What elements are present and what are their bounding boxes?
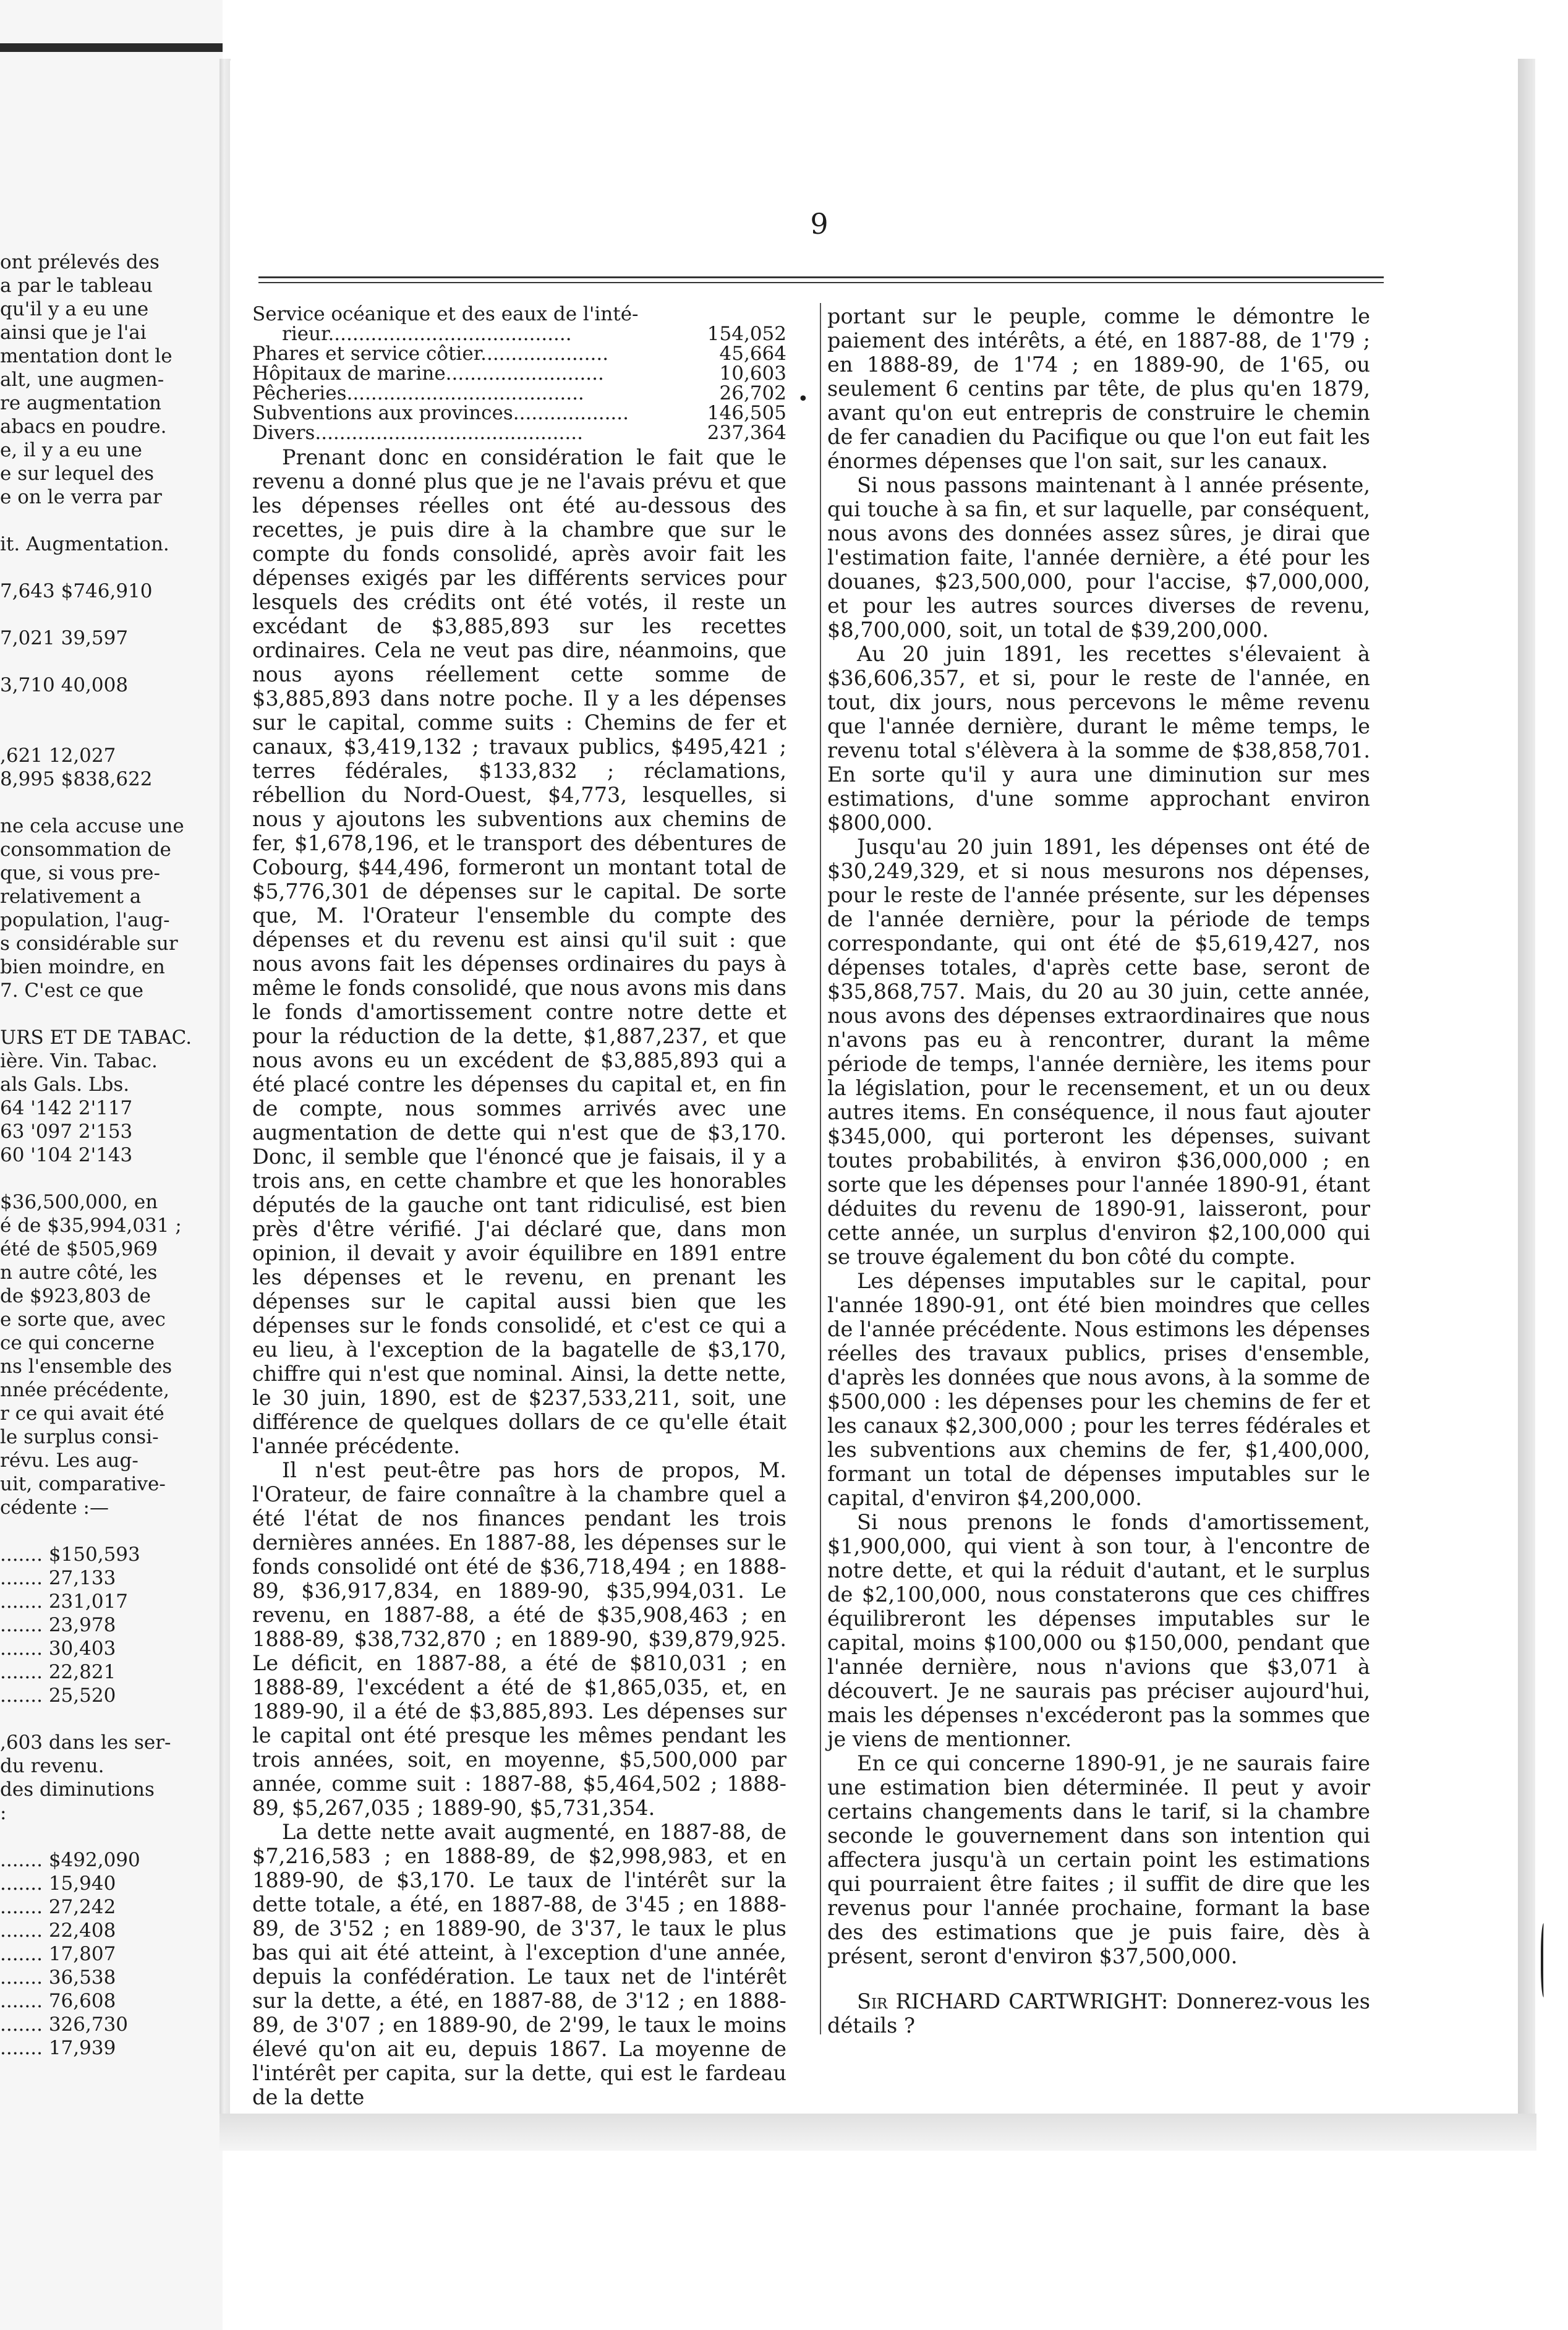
paragraph: Les dépenses imputables sur le capital, pour l'année 1890-91, ont été bien moindres que celles de l'année précédente. Nous estimons les dépenses réelles des travaux publics, prises d'ensemble, d'après les données que nous avons, à la somme de $500,000 : les dépenses pour les chemins de fer et les canaux $2,300,000 ; pour les terres fédérales et les subventions aux chemins de fer, $1,400,000, formant un total de dépenses imputables sur le capital, d'environ $4,200,000.	[827, 1269, 1370, 1510]
strip-line: ....... 22,408	[0, 1919, 116, 1942]
strip-line	[0, 1167, 210, 1190]
strip-line: r ce qui avait été	[0, 1402, 164, 1425]
strip-line: ainsi que je l'ai	[0, 322, 147, 344]
strip-line	[0, 1519, 210, 1543]
strip-line: ....... 76,608	[0, 1990, 116, 2012]
strip-line: $36,500,000, en	[0, 1191, 158, 1213]
strip-line: 60 '104 2'143	[0, 1144, 133, 1166]
left-column	[252, 304, 786, 2109]
table-row	[252, 304, 786, 324]
table-row-label: Subventions aux provinces...................	[252, 403, 629, 423]
table-row-label: Phares et service côtier.....................	[252, 344, 609, 364]
strip-line: des diminutions	[0, 1778, 155, 1801]
strip-line: é de $35,994,031 ;	[0, 1214, 182, 1237]
column-divider	[820, 303, 821, 2034]
header-rule-top	[258, 276, 1384, 278]
strip-line: als Gals. Lbs.	[0, 1073, 130, 1096]
page-edge-shadow	[0, 43, 223, 52]
strip-line	[0, 509, 210, 532]
table-row-value	[694, 304, 786, 324]
strip-line: 7,021 39,597	[0, 627, 129, 649]
strip-line	[0, 650, 210, 673]
paragraph: Jusqu'au 20 juin 1891, les dépenses ont été de $30,249,329, et si nous mesurons nos dépenses, pour le reste de l'année présente, sur les dépenses de l'année dernière, pour la période de temps correspondante, qui ont été de $5,619,427, nos dépenses totales, d'après cette base, seront de $35,868,757. Mais, du 20 au 30 juin, cette année, nous avons des dépenses extraordinaires que nous n'avons pas eu à rencontrer, durant la même période de temps, l'année dernière, les items pour la législation, pour le recensement, et un ou deux autres items. En conséquence, il nous faut ajouter $345,000, qui porteront les dépenses, suivant toutes probabilités, à environ $36,000,000 ; en sorte que les dépenses pour l'année 1890-91, étant déduites du revenu de 1890-91, laisseront, pour cette année, un surplus d'environ $2,100,000 qui se trouve également du bon côté du compte.	[827, 835, 1370, 1269]
strip-line: :	[0, 1802, 7, 1824]
right-column	[827, 304, 1370, 2038]
table-row	[252, 364, 786, 383]
table-row	[252, 423, 786, 443]
strip-line: ce qui concerne	[0, 1332, 155, 1354]
page-gutter	[219, 59, 231, 2143]
strip-line	[0, 603, 210, 626]
paragraph: Il n'est peut-être pas hors de propos, M. l'Orateur, de faire connaître à la chambre quel a été l'état de nos finances pendant les trois dernières années. En 1887-88, les dépenses sur le fonds consolidé ont été de $36,718,494 ; en 1888-89, $36,917,834, en 1889-90, $35,994,031. Le revenu, en 1887-88, a été de $35,908,463 ; en 1888-89, $38,732,870 ; en 1889-90, $39,879,925. Le déficit, en 1887-88, a été de $810,031 ; en 1888-89, l'excédent a été de $1,865,035, et, en 1889-90, il a été de $3,885,893. Les dépenses sur le capital ont été presque les mêmes pendant les trois années, soit, en moyenne, $5,500,000 par année, comme suit : 1887-88, $5,464,502 ; 1888-89, $5,267,035 ; 1889-90, $5,731,354.	[252, 1458, 786, 1820]
table-row-label: Divers............................................	[252, 423, 583, 443]
strip-line: que, si vous pre-	[0, 862, 160, 884]
table-row-label: Pêcheries.......................................	[252, 383, 584, 403]
strip-line: mentation dont le	[0, 345, 173, 367]
strip-line: s considérable sur	[0, 932, 178, 955]
strip-line: ....... 231,017	[0, 1590, 129, 1613]
table-row	[252, 324, 786, 344]
strip-line: le surplus consi-	[0, 1426, 159, 1448]
strip-line: qu'il y a eu une	[0, 298, 149, 320]
strip-line: ....... $492,090	[0, 1849, 140, 1871]
strip-line: 63 '097 2'153	[0, 1120, 133, 1143]
strip-line: abacs en poudre.	[0, 416, 167, 438]
table-row	[252, 383, 786, 403]
table-row	[252, 344, 786, 364]
margin-bullet: •	[798, 388, 809, 410]
strip-line: ont prélevés des	[0, 251, 160, 273]
strip-line: ,603 dans les ser-	[0, 1731, 171, 1754]
paragraph: Au 20 juin 1891, les recettes s'élevaient à $36,606,357, et si, pour le reste de l'année, en tout, dix jours, nous percevons le même revenu que l'année dernière, durant le même temps, le revenu total s'élèvera à la somme de $38,858,701. En sorte qu'il y aura une diminution sur mes estimations, d'une somme approchant environ $800,000.	[827, 642, 1370, 835]
strip-line: URS ET DE TABAC.	[0, 1026, 192, 1049]
strip-line	[0, 1825, 210, 1848]
strip-line: 3,710 40,008	[0, 674, 129, 696]
strip-line: ,621 12,027	[0, 745, 116, 767]
strip-line: alt, une augmen-	[0, 369, 164, 391]
header-rule-bottom	[258, 282, 1384, 283]
strip-line: été de $505,969	[0, 1238, 158, 1260]
paragraph: Si nous prenons le fonds d'amortissement, $1,900,000, qui vient à son tour, à l'encontre de notre dette, et qui la réduit d'autant, et le surplus de $2,100,000, nous constaterons que ces chiffres équilibreront les dépenses imputables sur le capital, moins $100,000 ou $150,000, pendant que l'année dernière, nous n'avions que $3,071 à découvert. Je ne saurais pas préciser aujourd'hui, mais les dépenses n'excéderont pas la sommes que je viens de mentionner.	[827, 1510, 1370, 1751]
strip-line: ....... 326,730	[0, 2013, 129, 2036]
closing-paragraph	[827, 1989, 1370, 2038]
strip-line: 7,643 $746,910	[0, 580, 153, 602]
table-row-value: 45,664	[719, 343, 786, 365]
strip-line	[0, 1002, 210, 1026]
strip-line: ....... 27,242	[0, 1896, 116, 1918]
table-row-label: rieur........................................	[282, 324, 572, 344]
speaker-name: Sir RICHARD CARTWRIGHT:	[857, 1989, 1169, 2013]
strip-line: population, l'aug-	[0, 909, 170, 931]
previous-page-text	[0, 250, 210, 2060]
strip-line: ....... 25,520	[0, 1684, 116, 1707]
strip-line: uit, comparative-	[0, 1473, 166, 1495]
page-number: 9	[810, 207, 829, 241]
strip-line: e sorte que, avec	[0, 1308, 166, 1331]
paragraph: portant sur le peuple, comme le démontre le paiement des intérêts, a été, en 1887-88, de 1'79 ; en 1888-89, de 1'74 ; en 1889-90, de 1'65, ou seulement 6 centins par tête, de plus qu'en 1879, avant qu'on eut entrepris de construire le chemin de fer canadien du Pacifique ou que l'on eut fait les énormes dépenses que l'on sait, sur les canaux.	[827, 304, 1370, 473]
paragraph: En ce qui concerne 1890-91, je ne saurais faire une estimation bien déterminée. Il peut y avoir certains changements dans le tarif, si la chambre seconde le gouvernement dans son intention qui affectera jusqu'à un certain point les estimations qui pourraient être faites ; il suffit de dire que les revenus pour l'année prochaine, formant la base des des estimations que je puis faire, dès à présent, seront d'environ $37,500,000.	[827, 1751, 1370, 1968]
table-row-value: 154,052	[707, 323, 786, 345]
strip-line: ....... 22,821	[0, 1661, 116, 1683]
table-row-value: 146,505	[707, 402, 786, 424]
strip-line: a par le tableau	[0, 275, 153, 297]
strip-line: ....... 17,807	[0, 1943, 116, 1965]
scan-mark	[1541, 1923, 1548, 1997]
strip-line: 8,995 $838,622	[0, 768, 153, 790]
strip-line: e on le verra par	[0, 486, 162, 508]
page-right-edge	[1518, 59, 1535, 2149]
strip-line: ....... 36,538	[0, 1966, 116, 1989]
paragraph: Si nous passons maintenant à l année présente, qui touche à sa fin, et sur laquelle, par conséquent, nous avons des données assez sûres, je dirai que l'estimation faite, l'année dernière, a été pour les douanes, $23,500,000, pour l'accise, $7,000,000, et pour les autres sources diverses de revenu, $8,700,000, soit, un total de $39,200,000.	[827, 473, 1370, 642]
strip-line: ns l'ensemble des	[0, 1355, 173, 1378]
strip-line: ....... 15,940	[0, 1872, 116, 1895]
strip-line: e, il y a eu une	[0, 439, 142, 461]
strip-line: re augmentation	[0, 392, 161, 414]
strip-line: ière. Vin. Tabac.	[0, 1050, 158, 1072]
previous-page-strip	[0, 0, 223, 2330]
table-row-value: 237,364	[707, 422, 786, 444]
paragraph: La dette nette avait augmenté, en 1887-88, de $7,216,583 ; en 1888-89, de $2,998,983, et en 1889-90, de $3,170. Le taux de l'intérêt sur la dette totale, a été, en 1887-88, de 3'45 ; en 1888-89, de 3'52 ; en 1889-90, de 3'37, le taux le plus bas qui ait été atteint, à l'exception d'une année, depuis la confédération. Le taux net de l'intérêt sur la dette, a été, en 1887-88, de 3'12 ; en 1888-89, de 3'07 ; en 1889-90, de 2'99, le taux le moins élevé qu'on ait eu, depuis 1867. La moyenne de l'intérêt per capita, sur la dette, qui est le fardeau de la dette	[252, 1820, 786, 2109]
strip-line: du revenu.	[0, 1755, 104, 1777]
expense-table	[252, 304, 786, 443]
strip-line: ....... 17,939	[0, 2037, 116, 2059]
strip-line: it. Augmentation.	[0, 533, 169, 555]
strip-line: de $923,803 de	[0, 1285, 151, 1307]
strip-line: révu. Les aug-	[0, 1449, 138, 1472]
strip-line	[0, 556, 210, 579]
strip-line: n autre côté, les	[0, 1261, 158, 1284]
left-column-text	[252, 445, 786, 2109]
table-row-value: 10,603	[719, 362, 786, 385]
strip-line: cédente :—	[0, 1496, 109, 1519]
strip-line: ....... 23,978	[0, 1614, 116, 1636]
strip-line: ....... 27,133	[0, 1567, 116, 1589]
strip-line	[0, 697, 210, 720]
right-column-text	[827, 304, 1370, 1968]
strip-line: ne cela accuse une	[0, 815, 184, 837]
page-bottom-edge	[219, 2114, 1536, 2151]
strip-line: 64 '142 2'117	[0, 1097, 133, 1119]
strip-line	[0, 1707, 210, 1731]
strip-line: ....... 30,403	[0, 1637, 116, 1660]
table-row-label: Service océanique et des eaux de l'inté-	[252, 304, 639, 324]
paragraph: Prenant donc en considération le fait que le revenu a donné plus que je ne l'avais prévu et que les dépenses réelles ont été au-dessous des recettes, je puis dire à la chambre que sur le compte du fonds consolidé, après avoir fait les dépenses exigés par les différents services pour lesquels des crédits ont été votés, il reste un excédant de $3,885,893 sur les recettes ordinaires. Cela ne veut pas dire, néanmoins, que nous ayons réellement cette somme de $3,885,893 dans notre poche. Il y a les dépenses sur le capital, comme suits : Chemins de fer et canaux, $3,419,132 ; travaux publics, $495,421 ; terres fédérales, $133,832 ; réclamations, rébellion du Nord-Ouest, $4,773, lesquelles, si nous y ajoutons les subventions aux chemins de fer, $1,678,196, et le transport des débentures de Cobourg, $44,496, formeront un montant total de $5,776,301 de dépenses sur le capital. De sorte que, M. l'Orateur l'ensemble du compte des dépenses et du revenu est ainsi qu'il suit : que nous avons fait les dépenses ordinaires du pays à même le fonds consolidé, que nous avons mis dans le fonds d'amortissement contre notre dette et pour la réduction de la dette, $1,887,237, et que nous avons eu un excédent de $3,885,893 qui a été placé contre les dépenses du capital et, en fin de compte, nous sommes arrivés avec une augmentation de dette qui n'est que de $3,170. Donc, il semble que l'énoncé que je faisais, il y a trois ans, en cette chambre et que les honorables députés de la gauche ont tant ridiculisé, est bien près d'être vérifié. J'ai déclaré que, dans mon opinion, il devait y avoir équilibre en 1891 entre les dépenses et le revenu, en prenant les dépenses sur le capital aussi bien que les dépenses sur le fonds consolidé, et c'est ce qui a eu lieu, à l'exception de la bagatelle de $3,170, chiffre qui n'est que nominal. Ainsi, la dette nette, le 30 juin, 1890, est de $237,533,211, soit, une différence de quelques dollars de ce qu'elle était l'année précédente.	[252, 445, 786, 1458]
strip-line: consommation de	[0, 839, 171, 861]
strip-line: e sur lequel des	[0, 463, 155, 485]
strip-line: ....... $150,593	[0, 1543, 140, 1566]
table-row-value: 26,702	[719, 382, 786, 404]
strip-line: nnée précédente,	[0, 1379, 170, 1401]
strip-line: relativement a	[0, 885, 142, 908]
strip-line	[0, 720, 210, 744]
strip-line: bien moindre, en	[0, 956, 165, 978]
strip-line	[0, 791, 210, 814]
speaker-question: Donnerez-vous les détails ?	[827, 1989, 1370, 2038]
table-row	[252, 403, 786, 423]
table-row-label: Hôpitaux de marine..........................	[252, 364, 604, 383]
strip-line: 7. C'est ce que	[0, 979, 143, 1002]
